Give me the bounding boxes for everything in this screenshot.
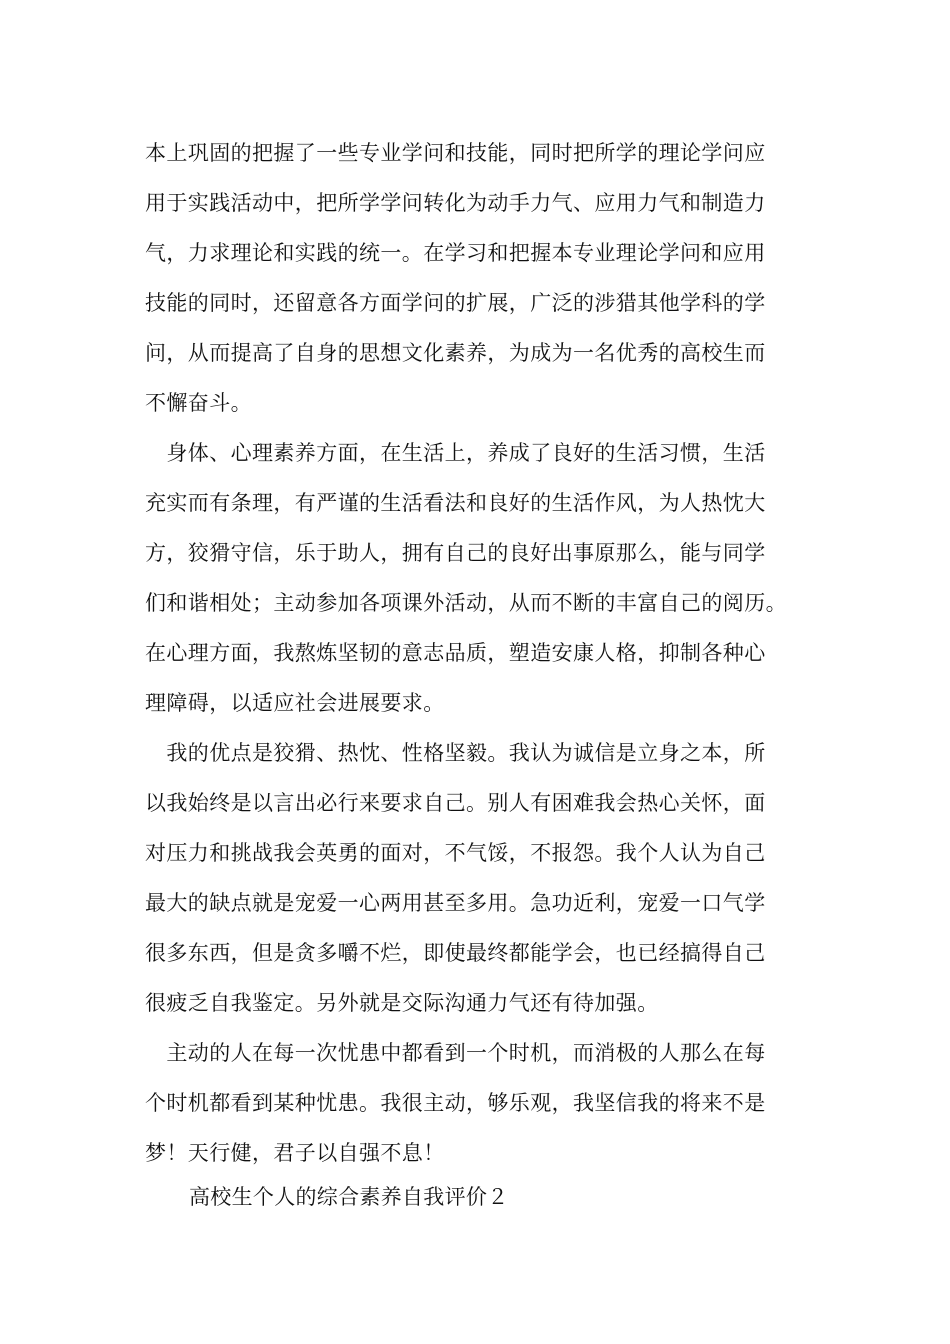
text-line: 方，狡猾守信，乐于助人，拥有自己的良好出事原那么，能与同学 — [145, 541, 766, 565]
text-line: 个时机都看到某种忧患。我很主动，够乐观，我坚信我的将来不是 — [145, 1091, 766, 1115]
text-line: 理障碍，以适应社会进展要求。 — [145, 691, 445, 715]
text-line: 不懈奋斗。 — [145, 391, 252, 415]
text-line: 以我始终是以言出必行来要求自己。别人有困难我会热心关怀，面 — [145, 791, 766, 815]
text-line: 很疲乏自我鉴定。另外就是交际沟通力气还有待加强。 — [145, 991, 659, 1015]
text-line: 身体、心理素养方面，在生活上，养成了良好的生活习惯，生活 — [145, 441, 766, 465]
text-line: 问，从而提高了自身的思想文化素养，为成为一名优秀的高校生而 — [145, 341, 766, 365]
text-line: 技能的同时，还留意各方面学问的扩展，广泛的涉猎其他学科的学 — [145, 291, 766, 315]
paragraph-strengths-weaknesses — [145, 728, 810, 1028]
text-line: 充实而有条理，有严谨的生活看法和良好的生活作风，为人热忱大 — [145, 491, 766, 515]
text-line: 我的优点是狡猾、热忱、性格坚毅。我认为诚信是立身之本，所 — [145, 741, 766, 765]
text-line: 们和谐相处；主动参加各项课外活动，从而不断的丰富自己的阅历。 — [145, 591, 787, 615]
text-line: 在心理方面，我熬炼坚韧的意志品质，塑造安康人格，抑制各种心 — [145, 641, 766, 665]
text-line: 最大的缺点就是宠爱一心两用甚至多用。急功近利，宠爱一口气学 — [145, 891, 766, 915]
text-line: 用于实践活动中，把所学学问转化为动手力气、应用力气和制造力 — [145, 191, 766, 215]
section-heading: 高校生个人的综合素养自我评价２ — [189, 1185, 509, 1209]
text-line: 气，力求理论和实践的统一。在学习和把握本专业理论学问和应用 — [145, 241, 766, 265]
paragraph-study — [145, 128, 810, 428]
text-line: 本上巩固的把握了一些专业学问和技能，同时把所学的理论学问应 — [145, 141, 766, 165]
text-line: 主动的人在每一次忧患中都看到一个时机，而消极的人那么在每 — [145, 1041, 766, 1065]
paragraph-conclusion — [145, 1028, 810, 1178]
document-body — [145, 128, 810, 1178]
text-line: 对压力和挑战我会英勇的面对，不气馁，不报怨。我个人认为自己 — [145, 841, 766, 865]
text-line: 很多东西，但是贪多嚼不烂，即使最终都能学会，也已经搞得自己 — [145, 941, 766, 965]
paragraph-physical-mental — [145, 428, 810, 728]
text-line: 梦！天行健，君子以自强不息！ — [145, 1141, 445, 1165]
